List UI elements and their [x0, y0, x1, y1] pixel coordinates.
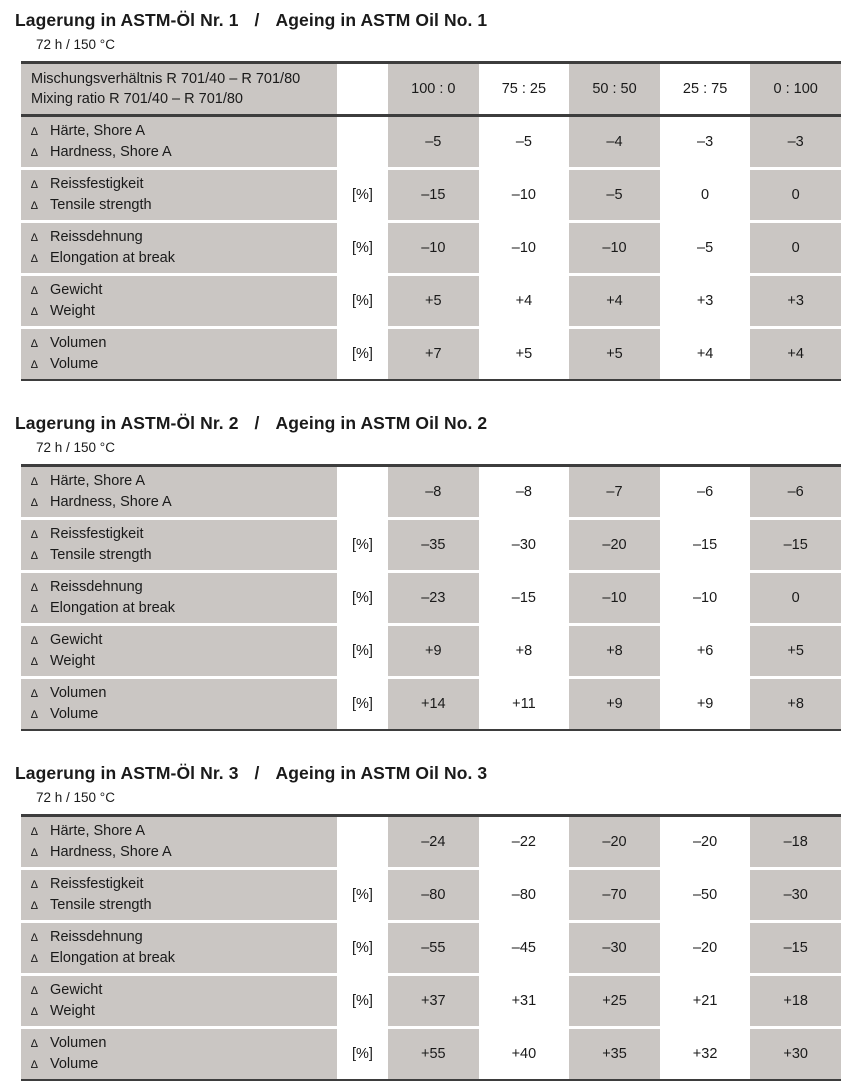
row-label-de: Härte, Shore A [50, 123, 146, 139]
delta-icon: ∆ [31, 550, 38, 562]
data-table [21, 61, 841, 381]
header-label-de: Mischungsverhältnis R 701/40 – R 701/80 [31, 71, 301, 87]
column-header-ratio: 75 : 25 [479, 64, 570, 114]
delta-icon: ∆ [31, 879, 38, 891]
row-label-cell [21, 679, 337, 729]
data-table [21, 464, 841, 731]
value-cell: +5 [750, 626, 841, 676]
delta-icon: ∆ [31, 847, 38, 859]
table-row-tensile-strength [21, 170, 841, 220]
value-cell: –30 [479, 520, 570, 570]
header-label-cell [21, 64, 337, 114]
value-cell: –80 [388, 870, 479, 920]
value-cell: +4 [479, 276, 570, 326]
section-astm-oil-2 [15, 412, 841, 731]
row-label-en: Elongation at break [50, 950, 175, 966]
value-cell: +8 [750, 679, 841, 729]
row-unit [337, 117, 388, 167]
value-cell: +5 [479, 329, 570, 379]
row-label-de: Reissfestigkeit [50, 526, 144, 542]
table-row-hardness [21, 117, 841, 167]
table-row-elongation [21, 223, 841, 273]
row-label-de: Reissfestigkeit [50, 876, 144, 892]
row-unit: [%] [337, 679, 388, 729]
row-unit: [%] [337, 626, 388, 676]
row-label-en: Elongation at break [50, 250, 175, 266]
row-unit [337, 817, 388, 867]
row-label-en: Weight [50, 1003, 95, 1019]
row-unit: [%] [337, 1029, 388, 1079]
table-row-hardness [21, 467, 841, 517]
row-label-en: Elongation at break [50, 600, 175, 616]
table-row-volume [21, 329, 841, 379]
value-cell: 0 [750, 223, 841, 273]
row-label-cell [21, 573, 337, 623]
value-cell: –30 [569, 923, 660, 973]
delta-icon: ∆ [31, 359, 38, 371]
row-unit: [%] [337, 923, 388, 973]
delta-icon: ∆ [31, 985, 38, 997]
value-cell: +32 [660, 1029, 751, 1079]
row-unit: [%] [337, 329, 388, 379]
value-cell: –20 [660, 817, 751, 867]
value-cell: –7 [569, 467, 660, 517]
table-row-tensile-strength [21, 870, 841, 920]
value-cell: –15 [750, 923, 841, 973]
value-cell: +25 [569, 976, 660, 1026]
test-condition: 72 h / 150 °C [36, 37, 115, 52]
value-cell: –3 [750, 117, 841, 167]
value-cell: –6 [660, 467, 751, 517]
row-label-de: Reissdehnung [50, 229, 143, 245]
table-row-elongation [21, 923, 841, 973]
row-label-cell [21, 1029, 337, 1079]
table-row-weight [21, 976, 841, 1026]
row-label-cell [21, 170, 337, 220]
delta-icon: ∆ [31, 253, 38, 265]
value-cell: –4 [569, 117, 660, 167]
delta-icon: ∆ [31, 635, 38, 647]
delta-icon: ∆ [31, 1059, 38, 1071]
row-unit: [%] [337, 170, 388, 220]
value-cell: +21 [660, 976, 751, 1026]
value-cell: +8 [479, 626, 570, 676]
table-row-weight [21, 276, 841, 326]
value-cell: –20 [660, 923, 751, 973]
row-label-de: Härte, Shore A [50, 823, 146, 839]
value-cell: –70 [569, 870, 660, 920]
row-unit: [%] [337, 520, 388, 570]
value-cell: 0 [660, 170, 751, 220]
header-unit-cell [337, 64, 388, 114]
column-header-ratio: 25 : 75 [660, 64, 751, 114]
row-unit [337, 467, 388, 517]
value-cell: +9 [660, 679, 751, 729]
delta-icon: ∆ [31, 285, 38, 297]
value-cell: 0 [750, 573, 841, 623]
delta-icon: ∆ [31, 306, 38, 318]
value-cell: +9 [388, 626, 479, 676]
value-cell: –8 [388, 467, 479, 517]
row-label-en: Volume [50, 356, 99, 372]
value-cell: –24 [388, 817, 479, 867]
value-cell: –20 [569, 817, 660, 867]
section-astm-oil-1 [15, 9, 841, 381]
value-cell: –18 [750, 817, 841, 867]
delta-icon: ∆ [31, 826, 38, 838]
value-cell: +55 [388, 1029, 479, 1079]
section-title [15, 412, 841, 434]
table-row-weight [21, 626, 841, 676]
section-astm-oil-3 [15, 762, 841, 1081]
delta-icon: ∆ [31, 497, 38, 509]
value-cell: –80 [479, 870, 570, 920]
row-label-de: Reissfestigkeit [50, 176, 144, 192]
row-label-en: Volume [50, 706, 99, 722]
row-label-cell [21, 520, 337, 570]
column-header-ratio: 100 : 0 [388, 64, 479, 114]
value-cell: –23 [388, 573, 479, 623]
row-label-en: Weight [50, 303, 95, 319]
delta-icon: ∆ [31, 582, 38, 594]
row-unit: [%] [337, 276, 388, 326]
test-condition: 72 h / 150 °C [36, 790, 115, 805]
title-separator: / [254, 413, 260, 433]
value-cell: +30 [750, 1029, 841, 1079]
row-label-de: Gewicht [50, 632, 103, 648]
section-title [15, 9, 841, 31]
row-label-en: Tensile strength [50, 897, 152, 913]
delta-icon: ∆ [31, 147, 38, 159]
row-label-cell [21, 870, 337, 920]
row-label-cell [21, 817, 337, 867]
value-cell: +7 [388, 329, 479, 379]
value-cell: +14 [388, 679, 479, 729]
row-label-en: Volume [50, 1056, 99, 1072]
value-cell: –22 [479, 817, 570, 867]
table-row-volume [21, 1029, 841, 1079]
row-label-de: Reissdehnung [50, 929, 143, 945]
value-cell: +35 [569, 1029, 660, 1079]
table-row-elongation [21, 573, 841, 623]
delta-icon: ∆ [31, 953, 38, 965]
value-cell: +6 [660, 626, 751, 676]
row-label-de: Gewicht [50, 982, 103, 998]
value-cell: –10 [388, 223, 479, 273]
value-cell: +9 [569, 679, 660, 729]
value-cell: +4 [569, 276, 660, 326]
row-label-de: Härte, Shore A [50, 473, 146, 489]
value-cell: +40 [479, 1029, 570, 1079]
row-label-cell [21, 223, 337, 273]
section-title-en: Ageing in ASTM Oil No. 1 [275, 10, 488, 30]
title-separator: / [254, 763, 260, 783]
value-cell: –15 [388, 170, 479, 220]
table-row-hardness [21, 817, 841, 867]
value-cell: +3 [750, 276, 841, 326]
value-cell: –10 [569, 223, 660, 273]
delta-icon: ∆ [31, 126, 38, 138]
delta-icon: ∆ [31, 338, 38, 350]
value-cell: +37 [388, 976, 479, 1026]
table-row-volume [21, 679, 841, 729]
row-label-cell [21, 329, 337, 379]
delta-icon: ∆ [31, 200, 38, 212]
header-label-en: Mixing ratio R 701/40 – R 701/80 [31, 91, 243, 107]
row-label-de: Volumen [50, 1035, 107, 1051]
section-title-de: Lagerung in ASTM-Öl Nr. 2 [15, 413, 239, 433]
value-cell: –15 [660, 520, 751, 570]
delta-icon: ∆ [31, 232, 38, 244]
row-label-cell [21, 467, 337, 517]
value-cell: +3 [660, 276, 751, 326]
row-unit: [%] [337, 976, 388, 1026]
delta-icon: ∆ [31, 656, 38, 668]
value-cell: –10 [479, 223, 570, 273]
section-title-de: Lagerung in ASTM-Öl Nr. 3 [15, 763, 239, 783]
section-title [15, 762, 841, 784]
delta-icon: ∆ [31, 709, 38, 721]
value-cell: –5 [660, 223, 751, 273]
section-title-de: Lagerung in ASTM-Öl Nr. 1 [15, 10, 239, 30]
delta-icon: ∆ [31, 932, 38, 944]
section-title-en: Ageing in ASTM Oil No. 2 [275, 413, 488, 433]
delta-icon: ∆ [31, 1006, 38, 1018]
delta-icon: ∆ [31, 179, 38, 191]
row-label-de: Gewicht [50, 282, 103, 298]
value-cell: +5 [388, 276, 479, 326]
row-label-en: Weight [50, 653, 95, 669]
row-label-en: Tensile strength [50, 197, 152, 213]
delta-icon: ∆ [31, 603, 38, 615]
value-cell: –10 [660, 573, 751, 623]
row-unit: [%] [337, 573, 388, 623]
value-cell: –5 [569, 170, 660, 220]
value-cell: –8 [479, 467, 570, 517]
row-unit: [%] [337, 870, 388, 920]
value-cell: 0 [750, 170, 841, 220]
row-label-cell [21, 117, 337, 167]
value-cell: –5 [479, 117, 570, 167]
value-cell: –35 [388, 520, 479, 570]
value-cell: –50 [660, 870, 751, 920]
row-label-cell [21, 976, 337, 1026]
row-label-en: Hardness, Shore A [50, 844, 172, 860]
value-cell: –15 [750, 520, 841, 570]
delta-icon: ∆ [31, 476, 38, 488]
value-cell: –6 [750, 467, 841, 517]
value-cell: +11 [479, 679, 570, 729]
value-cell: +4 [660, 329, 751, 379]
value-cell: +5 [569, 329, 660, 379]
title-separator: / [254, 10, 260, 30]
delta-icon: ∆ [31, 688, 38, 700]
row-label-cell [21, 626, 337, 676]
data-table [21, 814, 841, 1081]
row-label-cell [21, 923, 337, 973]
value-cell: –5 [388, 117, 479, 167]
value-cell: –10 [569, 573, 660, 623]
row-unit: [%] [337, 223, 388, 273]
row-label-de: Reissdehnung [50, 579, 143, 595]
value-cell: –45 [479, 923, 570, 973]
value-cell: –10 [479, 170, 570, 220]
value-cell: –3 [660, 117, 751, 167]
delta-icon: ∆ [31, 529, 38, 541]
value-cell: –15 [479, 573, 570, 623]
value-cell: +4 [750, 329, 841, 379]
delta-icon: ∆ [31, 1038, 38, 1050]
column-header-ratio: 0 : 100 [750, 64, 841, 114]
row-label-en: Tensile strength [50, 547, 152, 563]
row-label-en: Hardness, Shore A [50, 144, 172, 160]
value-cell: +8 [569, 626, 660, 676]
row-label-en: Hardness, Shore A [50, 494, 172, 510]
value-cell: –55 [388, 923, 479, 973]
value-cell: –30 [750, 870, 841, 920]
delta-icon: ∆ [31, 900, 38, 912]
value-cell: +18 [750, 976, 841, 1026]
row-label-cell [21, 276, 337, 326]
value-cell: +31 [479, 976, 570, 1026]
row-label-de: Volumen [50, 335, 107, 351]
section-title-en: Ageing in ASTM Oil No. 3 [275, 763, 488, 783]
row-label-de: Volumen [50, 685, 107, 701]
column-header-ratio: 50 : 50 [569, 64, 660, 114]
table-row-tensile-strength [21, 520, 841, 570]
value-cell: –20 [569, 520, 660, 570]
test-condition: 72 h / 150 °C [36, 440, 115, 455]
table-header-row [21, 64, 841, 114]
